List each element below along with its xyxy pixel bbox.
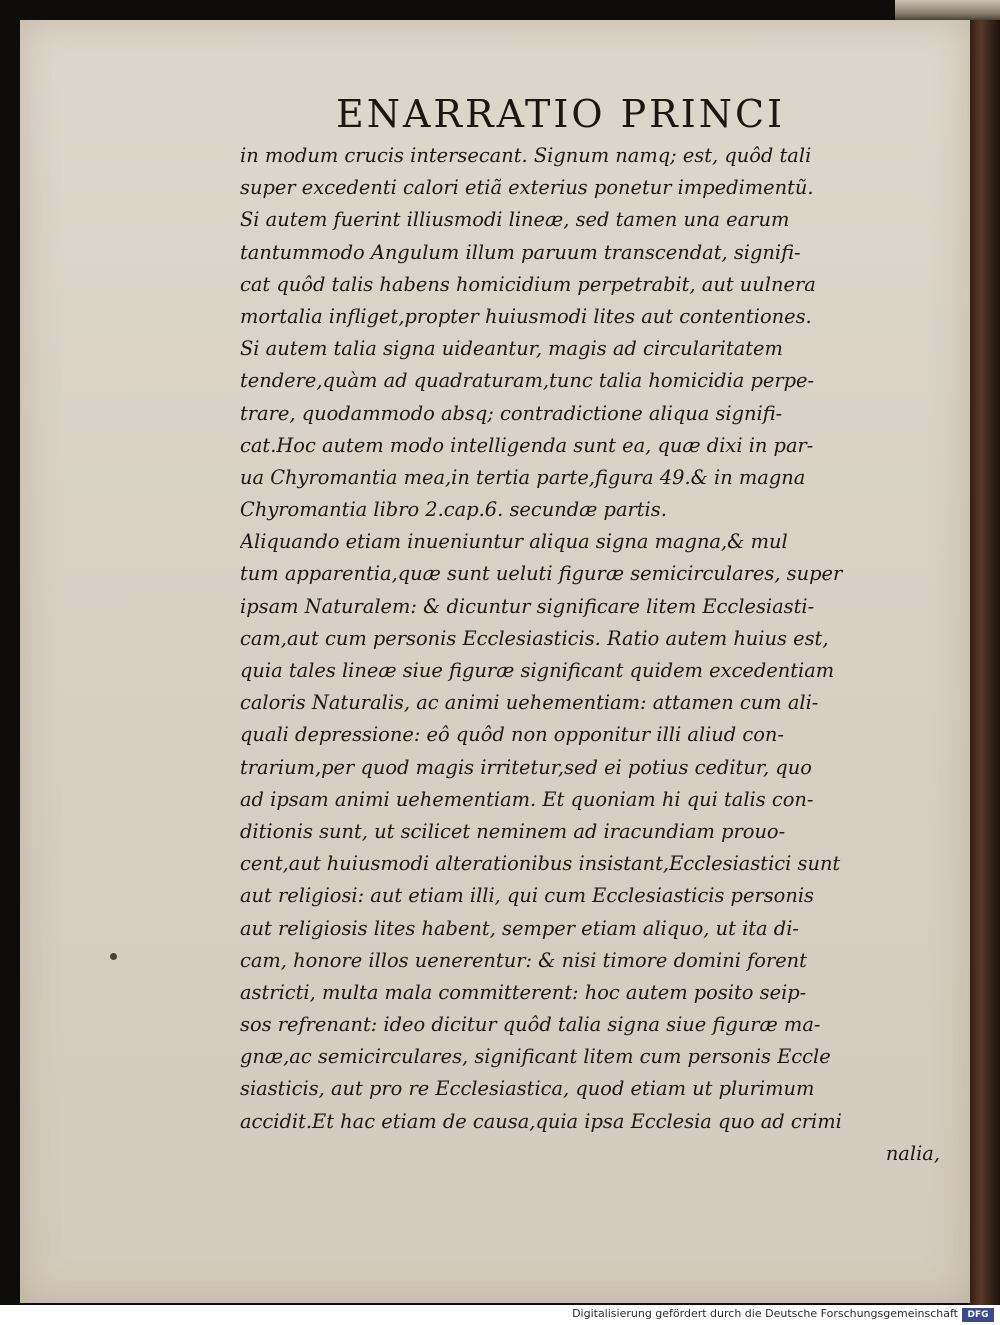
text-line: Aliquando etiam inueniuntur aliqua signa magna,& mul [240, 530, 788, 554]
text-line: aut religiosis lites habent, semper etiam aliquo, ut ita di- [240, 916, 799, 940]
ink-spot [110, 953, 117, 960]
text-line: ua Chyromantia mea,in tertia parte,figura 49.& in magna [240, 465, 806, 489]
text-line: super excedenti calori etiã exterius ponetur impedimentũ. [240, 176, 814, 200]
text-line: gnæ,ac semicirculares, significant litem cum personis Eccle [240, 1045, 831, 1069]
text-line: caloris Naturalis, ac animi uehementiam: attamen cum ali- [240, 691, 819, 715]
text-line: quia tales lineæ siue figuræ significant quidem excedentiam [240, 659, 835, 682]
text-line: astricti, multa mala committerent: hoc autem posito seip- [240, 980, 807, 1004]
text-line: tendere,quàm ad quadraturam,tunc talia homicidia perpe- [240, 369, 815, 393]
text-line: Si autem talia signa uideantur, magis ad circularitatem [240, 337, 783, 361]
dfg-logo-icon: DFG [962, 1308, 994, 1322]
text-block [240, 140, 940, 1170]
text-line: in modum crucis intersecant. Signum namq; est, quôd tali [240, 144, 812, 167]
digitization-credit: Digitalisierung gefördert durch die Deutsche Forschungsgemeinschaft [572, 1307, 958, 1320]
text-line: accidit.Et hac etiam de causa,quia ipsa Ecclesia quo ad crimi [240, 1109, 842, 1133]
digitization-credit-bar [0, 1305, 1000, 1325]
text-line: Chyromantia libro 2.cap.6. secundæ partis. [240, 498, 667, 522]
text-line: mortalia infliget,propter huiusmodi lites aut contentiones. [240, 304, 812, 328]
text-line: sos refrenant: ideo dicitur quôd talia signa siue figuræ ma- [240, 1013, 821, 1037]
text-line: tum apparentia,quæ sunt ueluti figuræ semicirculares, super [240, 562, 843, 586]
text-line: trarium,per quod magis irritetur,sed ei potius ceditur, quo [240, 755, 812, 779]
text-line: ditionis sunt, ut scilicet neminem ad iracundiam prouo- [240, 819, 786, 843]
text-line-catchword: nalia, [885, 1141, 940, 1165]
text-line: tantummodo Angulum illum paruum transcendat, signifi- [240, 240, 801, 264]
text-line: trare, quodammodo absq; contradictione aliqua signifi- [240, 401, 783, 425]
text-line: ad ipsam animi uehementiam. Et quoniam hi qui talis con- [240, 787, 814, 811]
text-line: cam, honore illos uenerentur: & nisi timore domini forent [240, 948, 807, 972]
text-line: cent,aut huiusmodi alterationibus insistant,Ecclesiastici sunt [240, 852, 841, 876]
text-line: siasticis, aut pro re Ecclesiastica, quod etiam ut plurimum [240, 1077, 815, 1101]
text-line: cat quôd talis habens homicidium perpetrabit, aut uulnera [240, 272, 816, 296]
text-line: quali depressione: eô quôd non opponitur illi aliud con- [240, 723, 784, 747]
page-edge-top [895, 0, 1000, 22]
running-head: ENARRATIO PRINCI [336, 92, 786, 136]
text-line: cam,aut cum personis Ecclesiasticis. Ratio autem huius est, [240, 626, 829, 650]
text-line: Si autem fuerint illiusmodi lineæ, sed tamen una earum [240, 208, 790, 232]
text-line: aut religiosi: aut etiam illi, qui cum Ecclesiasticis personis [240, 884, 814, 908]
text-line: ipsam Naturalem: & dicuntur significare litem Ecclesiasti- [240, 594, 815, 618]
book-spine-edge [968, 20, 1000, 1305]
text-line: cat.Hoc autem modo intelligenda sunt ea, quæ dixi in par- [240, 433, 814, 457]
